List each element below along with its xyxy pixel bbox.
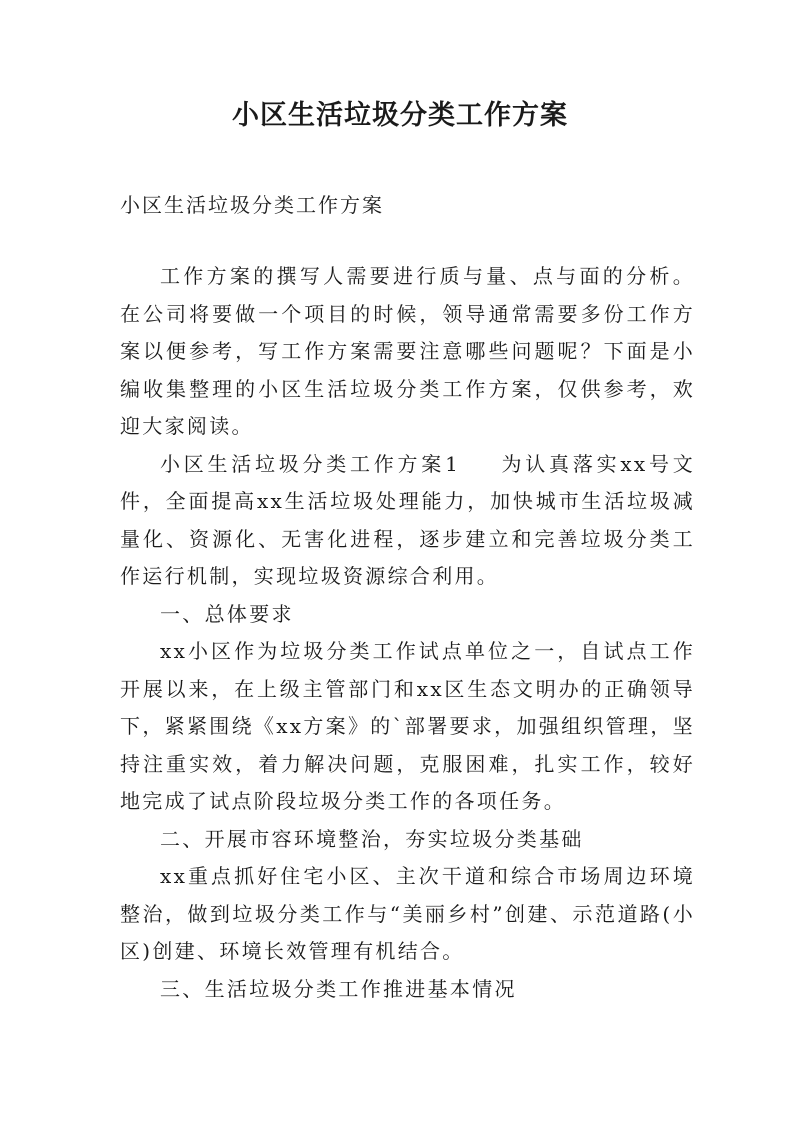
document-subtitle: 小区生活垃圾分类工作方案 <box>120 193 384 217</box>
paragraph-intro: 工作方案的撰写人需要进行质与量、点与面的分析。在公司将要做一个项目的时候，领导通常需要多份工作方案以便参考，写工作方案需要注意哪些问题呢？下面是小编收集整理的小区生活垃圾分类工作方案，仅供参考，欢迎大家阅读。 <box>120 264 695 438</box>
section-heading-3: 三、生活垃圾分类工作推进基本情况 <box>160 976 517 1001</box>
plan-1-text: 为认真落实xx号文件，全面提高xx生活垃圾处理能力，加快城市生活垃圾减量化、资源化、无害化进程，逐步建立和完善垃圾分类工作运行机制，实现垃圾资源综合利用。 <box>120 451 695 588</box>
section-heading-1: 一、总体要求 <box>160 601 294 626</box>
paragraph-plan-1 <box>120 446 695 596</box>
plan-1-heading: 小区生活垃圾分类工作方案1 <box>160 451 461 476</box>
paragraph-section-1: xx小区作为垃圾分类工作试点单位之一，自试点工作开展以来，在上级主管部门和xx区生态文明办的正确领导下，紧紧围绕《xx方案》的`部署要求，加强组织管理，坚持注重实效，着力解决问题，克服困难，扎实工作，较好地完成了试点阶段垃圾分类工作的各项任务。 <box>120 639 695 813</box>
document-body <box>120 258 695 1008</box>
section-heading-2: 二、开展市容环境整治，夯实垃圾分类基础 <box>160 826 584 851</box>
paragraph-section-2: xx重点抓好住宅小区、主次干道和综合市场周边环境整治，做到垃圾分类工作与“美丽乡村”创建、示范道路(小区)创建、环境长效管理有机结合。 <box>120 864 695 963</box>
document-title: 小区生活垃圾分类工作方案 <box>232 100 568 131</box>
